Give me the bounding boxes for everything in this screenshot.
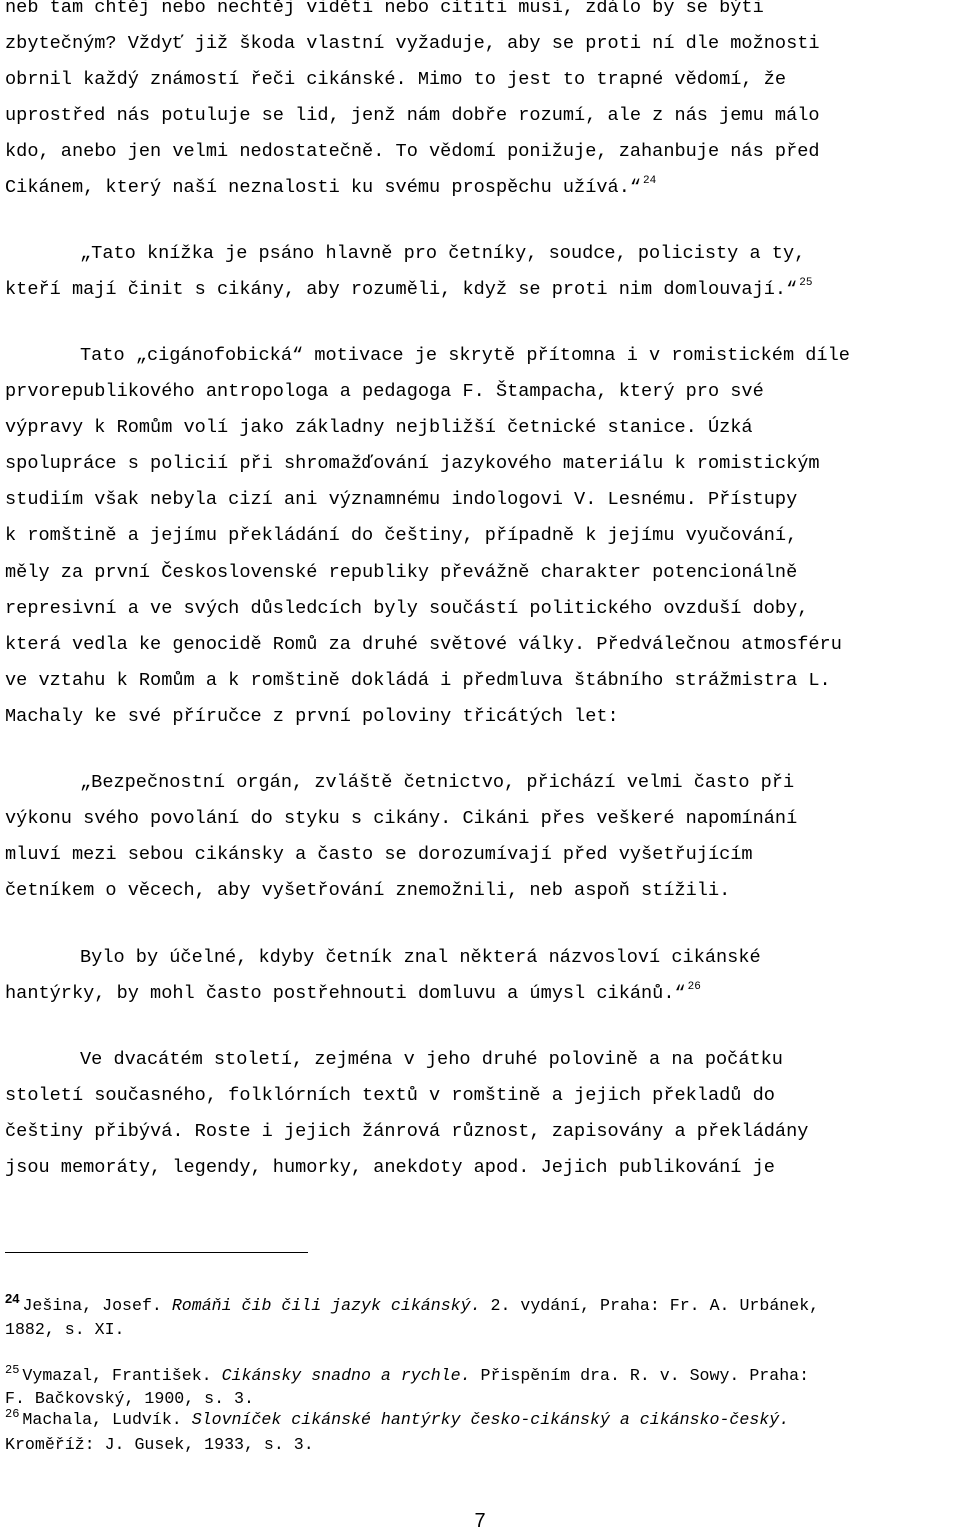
quote-line — [5, 279, 812, 303]
body-line: kdo, anebo jen velmi nedostatečně. To vědomí ponižuje, zahanbuje nás před — [5, 141, 820, 162]
quote-line: výkonu svého povolání do styku s cikány. Cikáni přes veškeré napomínání — [5, 808, 798, 829]
footnote-24-line2: 1882, s. XI. — [5, 1320, 125, 1339]
footnote-author: Ješina, Josef. — [22, 1296, 172, 1315]
footnote-24 — [5, 1291, 820, 1316]
quote-line: „Tato knížka je psáno hlavně pro četníky, soudce, policisty a ty, — [80, 243, 806, 264]
footnote-26 — [5, 1407, 790, 1431]
footnote-25-line2: F. Bačkovský, 1900, s. 3. — [5, 1389, 254, 1408]
body-line: obrnil každý známostí řeči cikánské. Mimo to jest to trapné vědomí, že — [5, 69, 787, 90]
footnote-26-line2: Kroměříž: J. Gusek, 1933, s. 3. — [5, 1435, 314, 1454]
body-line: k romštině a jejímu překládání do češtiny, případně k jejímu vyučování, — [5, 525, 798, 546]
body-line-text: kteří mají činit s cikány, aby rozuměli, když se proti nim domlouvají.“ — [5, 279, 798, 300]
body-line: neb tam chtěj nebo nechtěj viděti nebo cítiti musí, zdálo by se býti — [5, 0, 764, 18]
body-line: ve vztahu k Romům a k romštině dokládá i předmluva štábního strážmistra L. — [5, 670, 831, 691]
body-line — [5, 177, 656, 201]
quote-line: četníkem o věcech, aby vyšetřování znemožnili, neb aspoň stížili. — [5, 880, 731, 901]
footnote-number: 24 — [5, 1291, 20, 1306]
footnote-title: Cikánsky snadno a rychle. — [221, 1366, 471, 1385]
footnote-ref: 24 — [643, 175, 657, 187]
body-line: prvorepublikového antropologa a pedagoga F. Štampacha, který pro své — [5, 381, 764, 402]
body-line: měly za první Československé republiky převážně charakter potencionálně — [5, 562, 798, 583]
footnote-title: Slovníček cikánské hantýrky česko-cikánský a cikánsko-český. — [191, 1410, 790, 1429]
body-line-text: Cikánem, který naší neznalosti ku svému prospěchu užívá.“ — [5, 177, 642, 198]
footnote-ref: 25 — [799, 277, 813, 289]
body-line: století současného, folklórních textů v romštině a jejich překladů do — [5, 1085, 775, 1106]
body-line: uprostřed nás potuluje se lid, jenž nám dobře rozumí, ale z nás jemu málo — [5, 105, 820, 126]
body-line: spolupráce s policií při shromažďování jazykového materiálu k romistickým — [5, 453, 820, 474]
body-line: Tato „cigánofobická“ motivace je skrytě přítomna i v romistickém díle — [80, 345, 850, 366]
body-line-text: hantýrky, by mohl často postřehnouti domluvu a úmysl cikánů.“ — [5, 983, 686, 1004]
body-line: Ve dvacátém století, zejména v jeho druhé polovině a na počátku — [80, 1049, 783, 1070]
body-line: která vedla ke genocidě Romů za druhé světové války. Předválečnou atmosféru — [5, 634, 842, 655]
footnote-rest: Přispěním dra. R. v. Sowy. Praha: — [470, 1366, 810, 1385]
footnote-number: 26 — [5, 1407, 20, 1421]
body-line: češtiny přibývá. Roste i jejich žánrová různost, zapisovány a překládány — [5, 1121, 809, 1142]
body-line: Machaly ke své příručce z první poloviny třicátých let: — [5, 706, 619, 727]
body-line: studiím však nebyla cizí ani významnému indologovi V. Lesnému. Přístupy — [5, 489, 798, 510]
footnote-separator — [5, 1252, 308, 1253]
body-line: zbytečným? Vždyť již škoda vlastní vyžaduje, aby se proti ní dle možnosti — [5, 33, 820, 54]
footnote-ref: 26 — [687, 981, 701, 993]
quote-line — [5, 983, 701, 1007]
footnote-title: Romáňi čib čili jazyk cikánský. — [171, 1296, 481, 1315]
body-line: výpravy k Romům volí jako základny nejbližší četnické stanice. Úzká — [5, 417, 753, 438]
quote-line: Bylo by účelné, kdyby četník znal některá názvosloví cikánské — [80, 947, 761, 968]
footnote-author: Vymazal, František. — [22, 1366, 222, 1385]
footnote-author: Machala, Ludvík. — [22, 1410, 192, 1429]
footnote-number: 25 — [5, 1363, 20, 1377]
quote-line: „Bezpečnostní orgán, zvláště četnictvo, přichází velmi často při — [80, 772, 795, 793]
page-number: 7 — [474, 1510, 486, 1532]
footnote-25 — [5, 1363, 810, 1387]
body-line: jsou memoráty, legendy, humorky, anekdoty apod. Jejich publikování je — [5, 1157, 775, 1178]
body-line: represivní a ve svých důsledcích byly součástí politického ovzduší doby, — [5, 598, 809, 619]
quote-line: mluví mezi sebou cikánsky a často se dorozumívají před vyšetřujícím — [5, 844, 753, 865]
footnote-rest: 2. vydání, Praha: Fr. A. Urbánek, — [480, 1296, 820, 1315]
